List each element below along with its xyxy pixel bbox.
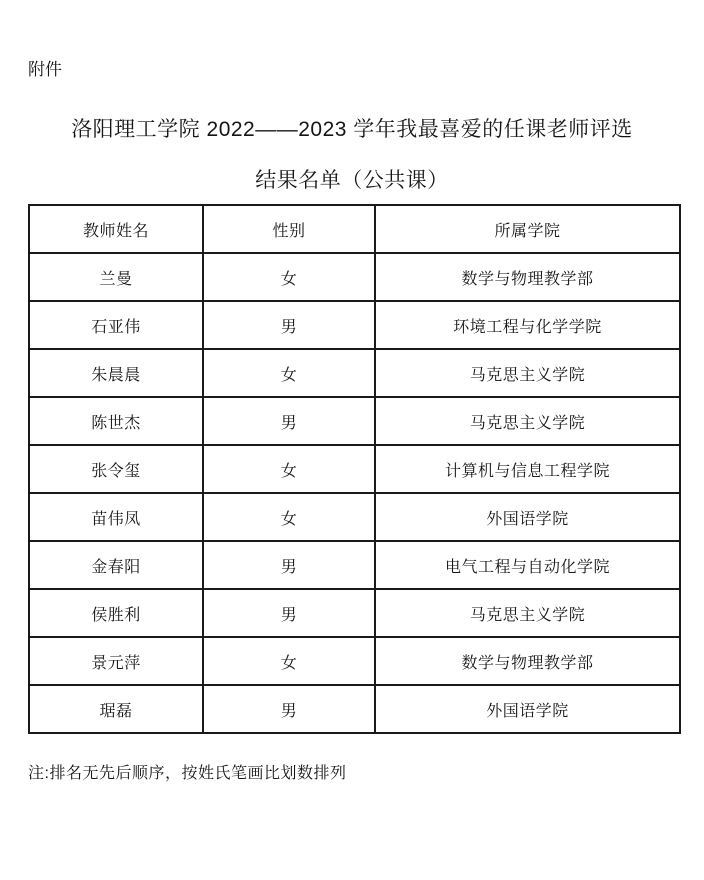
table-row — [29, 685, 680, 733]
college-cell: 马克思主义学院 — [375, 349, 680, 397]
college-cell: 外国语学院 — [375, 685, 680, 733]
college-cell: 马克思主义学院 — [375, 589, 680, 637]
gender-cell: 男 — [203, 541, 375, 589]
gender-cell: 女 — [203, 637, 375, 685]
table-row — [29, 397, 680, 445]
gender-cell: 男 — [203, 685, 375, 733]
teacher-name-cell: 侯胜利 — [29, 589, 203, 637]
college-cell: 数学与物理教学部 — [375, 637, 680, 685]
teacher-name-cell: 石亚伟 — [29, 301, 203, 349]
teacher-name-cell: 金春阳 — [29, 541, 203, 589]
table-row — [29, 493, 680, 541]
table-header-row — [29, 205, 680, 253]
gender-cell: 男 — [203, 589, 375, 637]
header-teacher-name: 教师姓名 — [29, 205, 203, 253]
teacher-name-cell: 张令玺 — [29, 445, 203, 493]
table-row — [29, 253, 680, 301]
gender-cell: 男 — [203, 301, 375, 349]
college-cell: 马克思主义学院 — [375, 397, 680, 445]
table-row — [29, 301, 680, 349]
gender-cell: 女 — [203, 445, 375, 493]
teacher-name-cell: 朱晨晨 — [29, 349, 203, 397]
teacher-name-cell: 兰曼 — [29, 253, 203, 301]
college-cell: 数学与物理教学部 — [375, 253, 680, 301]
gender-cell: 女 — [203, 349, 375, 397]
header-gender: 性别 — [203, 205, 375, 253]
results-table — [28, 204, 681, 734]
teacher-name-cell: 景元萍 — [29, 637, 203, 685]
header-college: 所属学院 — [375, 205, 680, 253]
table-row — [29, 349, 680, 397]
college-cell: 计算机与信息工程学院 — [375, 445, 680, 493]
college-cell: 外国语学院 — [375, 493, 680, 541]
table-row — [29, 589, 680, 637]
gender-cell: 女 — [203, 253, 375, 301]
teacher-name-cell: 陈世杰 — [29, 397, 203, 445]
table-row — [29, 541, 680, 589]
table-row — [29, 445, 680, 493]
gender-cell: 男 — [203, 397, 375, 445]
attachment-label: 附件 — [28, 60, 62, 79]
teacher-name-cell: 琚磊 — [29, 685, 203, 733]
document-title-line2: 结果名单（公共课） — [255, 169, 449, 192]
document-title-line1: 洛阳理工学院 2022——2023 学年我最喜爱的任课老师评选 — [71, 118, 633, 141]
gender-cell: 女 — [203, 493, 375, 541]
table-row — [29, 637, 680, 685]
teacher-name-cell: 苗伟凤 — [29, 493, 203, 541]
footnote: 注:排名无先后顺序，按姓氏笔画比划数排列 — [28, 765, 347, 782]
college-cell: 电气工程与自动化学院 — [375, 541, 680, 589]
college-cell: 环境工程与化学学院 — [375, 301, 680, 349]
